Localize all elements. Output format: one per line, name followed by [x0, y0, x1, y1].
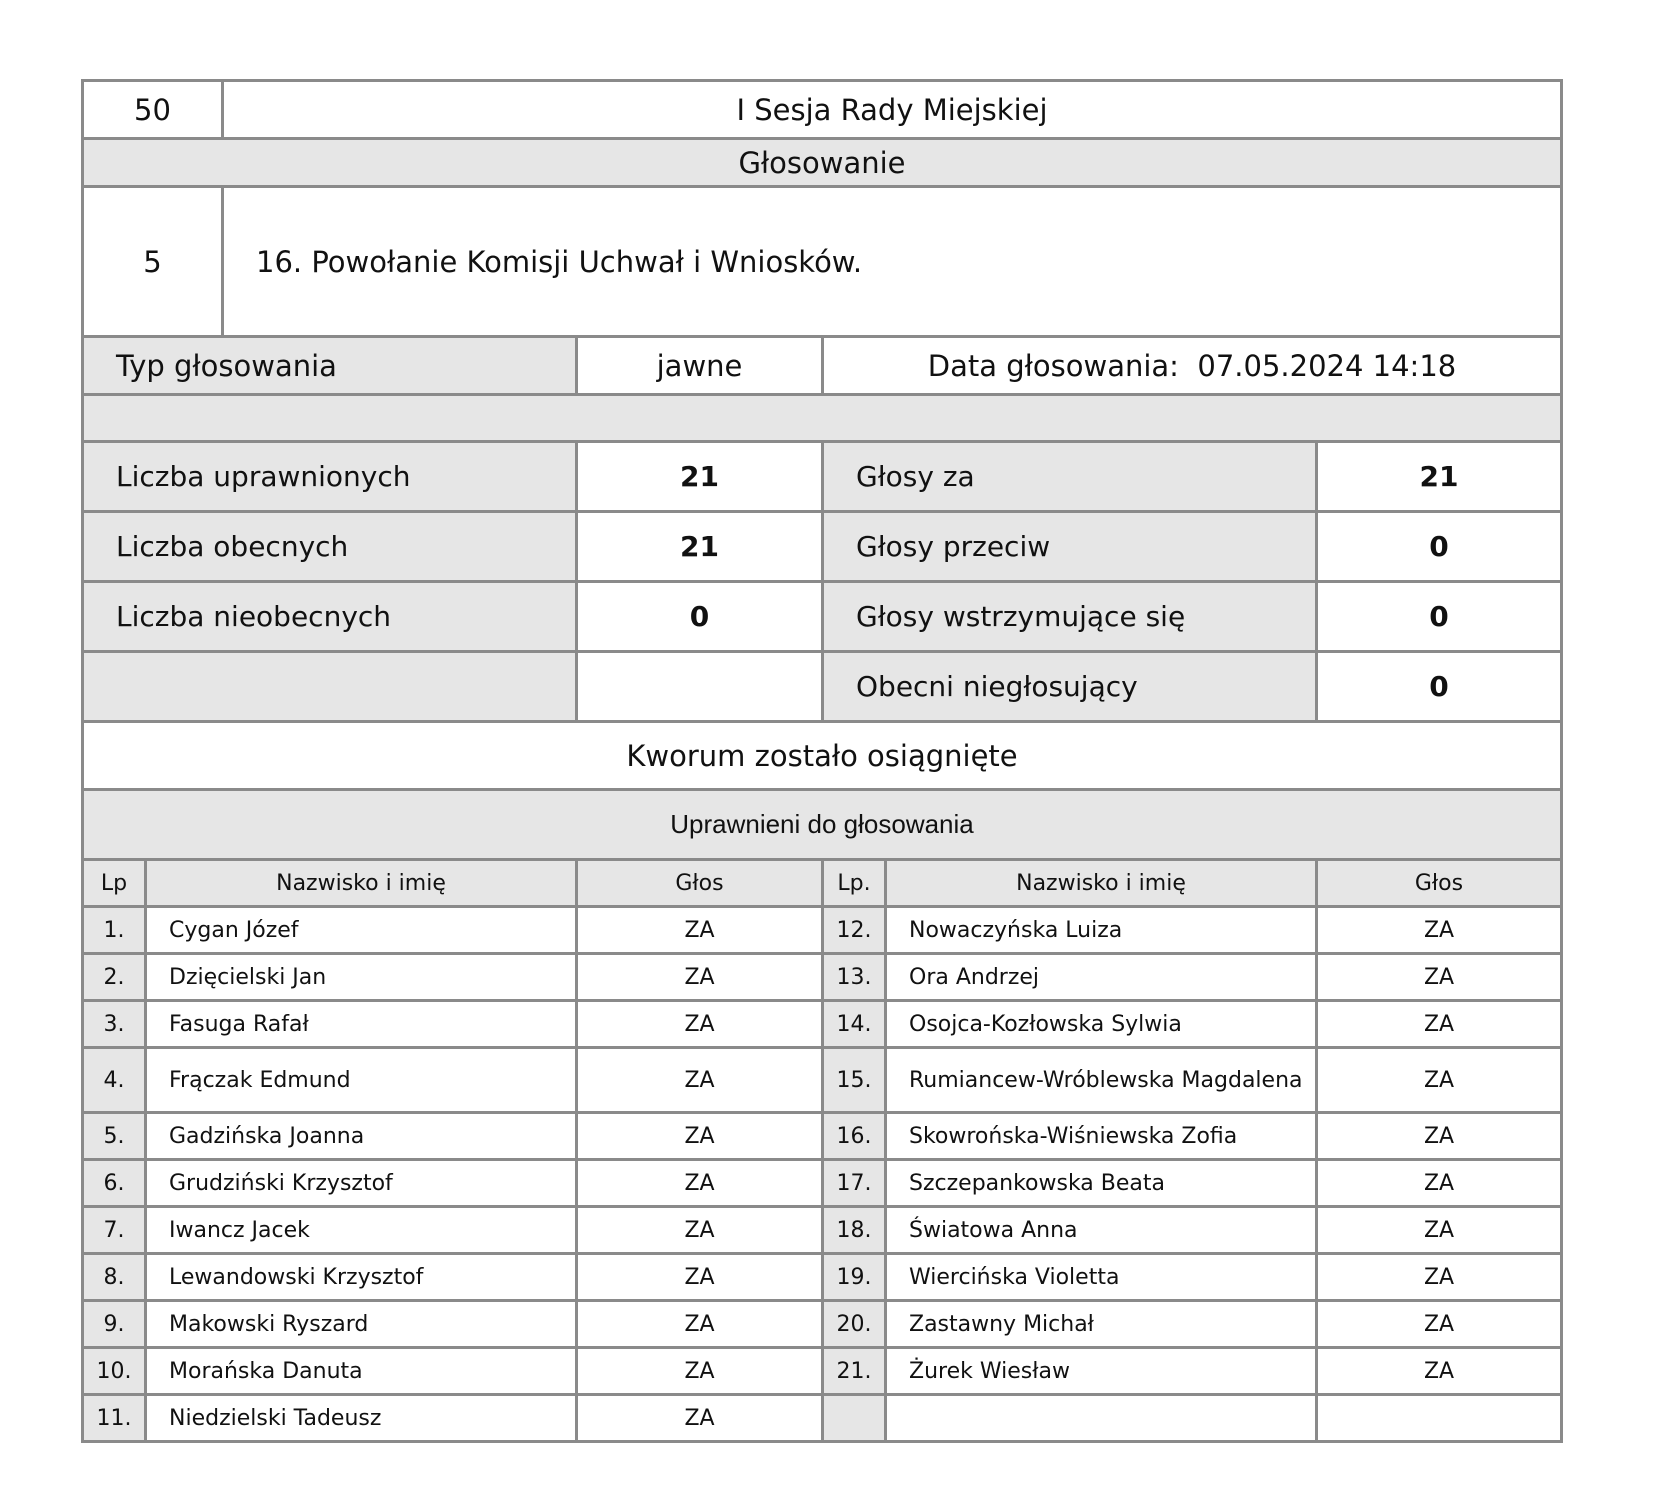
table-row	[83, 1207, 1562, 1254]
nonvoting-label: Obecni niegłosujący	[823, 652, 1317, 722]
voter-vote: ZA	[1317, 1301, 1562, 1348]
vote-type-label: Typ głosowania	[83, 337, 577, 395]
voter-name: Gadzińska Joanna	[146, 1113, 577, 1160]
voter-vote: ZA	[1317, 954, 1562, 1001]
voter-vote: ZA	[1317, 1160, 1562, 1207]
voter-lp: 6.	[83, 1160, 146, 1207]
voter-name: Szczepankowska Beata	[886, 1160, 1317, 1207]
voter-lp: 8.	[83, 1254, 146, 1301]
vote-date-label: Data głosowania:	[927, 348, 1179, 383]
voter-lp: 2.	[83, 954, 146, 1001]
votes-abstain-label: Głosy wstrzymujące się	[823, 582, 1317, 652]
quorum-status: Kworum zostało osiągnięte	[83, 722, 1562, 790]
voter-vote: ZA	[577, 1001, 823, 1048]
voter-lp: 12.	[823, 907, 886, 954]
nonvoting-value: 0	[1317, 652, 1562, 722]
absent-value: 0	[577, 582, 823, 652]
voting-report	[81, 79, 1563, 1443]
voter-vote	[1317, 1395, 1562, 1442]
table-row	[83, 1113, 1562, 1160]
voter-lp: 7.	[83, 1207, 146, 1254]
voter-lp: 21.	[823, 1348, 886, 1395]
col-name-right: Nazwisko i imię	[886, 860, 1317, 907]
votes-for-label: Głosy za	[823, 442, 1317, 512]
voter-vote: ZA	[577, 1113, 823, 1160]
voter-name: Cygan Józef	[146, 907, 577, 954]
table-row	[83, 1254, 1562, 1301]
voter-lp: 19.	[823, 1254, 886, 1301]
col-name-left: Nazwisko i imię	[146, 860, 577, 907]
voter-vote: ZA	[577, 1048, 823, 1113]
voter-rows	[83, 907, 1562, 1442]
votes-abstain-value: 0	[1317, 582, 1562, 652]
voter-vote: ZA	[1317, 1001, 1562, 1048]
spacer-row	[83, 395, 1562, 442]
present-label: Liczba obecnych	[83, 512, 577, 582]
voter-vote: ZA	[1317, 1113, 1562, 1160]
voter-lp: 9.	[83, 1301, 146, 1348]
voter-name	[886, 1395, 1317, 1442]
header-table	[81, 79, 1563, 338]
voter-lp: 10.	[83, 1348, 146, 1395]
present-value: 21	[577, 512, 823, 582]
voter-name: Niedzielski Tadeusz	[146, 1395, 577, 1442]
voter-name: Dzięcielski Jan	[146, 954, 577, 1001]
voters-title: Uprawnieni do głosowania	[83, 790, 1562, 860]
table-row	[83, 907, 1562, 954]
voter-vote: ZA	[1317, 1348, 1562, 1395]
voter-vote: ZA	[577, 1254, 823, 1301]
voter-lp: 11.	[83, 1395, 146, 1442]
voter-name: Żurek Wiesław	[886, 1348, 1317, 1395]
session-number: 50	[83, 81, 223, 139]
session-title: I Sesja Rady Miejskiej	[223, 81, 1562, 139]
voter-lp: 13.	[823, 954, 886, 1001]
voter-name: Lewandowski Krzysztof	[146, 1254, 577, 1301]
entitled-label: Liczba uprawnionych	[83, 442, 577, 512]
voter-name: Grudziński Krzysztof	[146, 1160, 577, 1207]
voter-vote: ZA	[577, 907, 823, 954]
voter-lp: 4.	[83, 1048, 146, 1113]
voters-table	[81, 858, 1563, 1443]
voter-lp: 5.	[83, 1113, 146, 1160]
voter-name: Ora Andrzej	[886, 954, 1317, 1001]
voter-lp	[823, 1395, 886, 1442]
voter-vote: ZA	[577, 1207, 823, 1254]
voter-lp: 17.	[823, 1160, 886, 1207]
voter-name: Skowrońska-Wiśniewska Zofia	[886, 1113, 1317, 1160]
voter-name: Morańska Danuta	[146, 1348, 577, 1395]
voter-vote: ZA	[577, 1301, 823, 1348]
voter-name: Fasuga Rafał	[146, 1001, 577, 1048]
voter-lp: 15.	[823, 1048, 886, 1113]
section-title: Głosowanie	[83, 139, 1562, 187]
voter-lp: 20.	[823, 1301, 886, 1348]
absent-label: Liczba nieobecnych	[83, 582, 577, 652]
voter-lp: 3.	[83, 1001, 146, 1048]
col-vote-left: Głos	[577, 860, 823, 907]
voter-vote: ZA	[577, 1395, 823, 1442]
empty-label-cell	[83, 652, 577, 722]
voter-vote: ZA	[577, 1160, 823, 1207]
voters-header-row	[83, 860, 1562, 907]
vote-date	[823, 337, 1562, 395]
voter-vote: ZA	[577, 954, 823, 1001]
voter-name: Wiercińska Violetta	[886, 1254, 1317, 1301]
votes-for-value: 21	[1317, 442, 1562, 512]
empty-value-cell	[577, 652, 823, 722]
voter-name: Frączak Edmund	[146, 1048, 577, 1113]
votes-against-label: Głosy przeciw	[823, 512, 1317, 582]
voter-name: Nowaczyńska Luiza	[886, 907, 1317, 954]
voter-name: Światowa Anna	[886, 1207, 1317, 1254]
voter-name: Iwancz Jacek	[146, 1207, 577, 1254]
voter-vote: ZA	[1317, 1254, 1562, 1301]
table-row	[83, 1001, 1562, 1048]
vote-type-value: jawne	[577, 337, 823, 395]
voter-vote: ZA	[1317, 1048, 1562, 1113]
voter-vote: ZA	[1317, 1207, 1562, 1254]
table-row	[83, 1301, 1562, 1348]
voter-vote: ZA	[577, 1348, 823, 1395]
col-vote-right: Głos	[1317, 860, 1562, 907]
entitled-value: 21	[577, 442, 823, 512]
col-lp-right: Lp.	[823, 860, 886, 907]
stats-table	[81, 335, 1563, 861]
table-row	[83, 1048, 1562, 1113]
voter-vote: ZA	[1317, 907, 1562, 954]
table-row	[83, 1160, 1562, 1207]
voter-lp: 1.	[83, 907, 146, 954]
voter-lp: 16.	[823, 1113, 886, 1160]
table-row	[83, 1348, 1562, 1395]
table-row	[83, 954, 1562, 1001]
voter-name: Rumiancew-Wróblewska Magdalena	[886, 1048, 1317, 1113]
item-title: 16. Powołanie Komisji Uchwał i Wniosków.	[223, 187, 1562, 337]
voter-name: Makowski Ryszard	[146, 1301, 577, 1348]
voter-lp: 18.	[823, 1207, 886, 1254]
votes-against-value: 0	[1317, 512, 1562, 582]
vote-date-value: 07.05.2024 14:18	[1197, 348, 1457, 383]
voter-lp: 14.	[823, 1001, 886, 1048]
item-number: 5	[83, 187, 223, 337]
col-lp-left: Lp	[83, 860, 146, 907]
table-row	[83, 1395, 1562, 1442]
voter-name: Zastawny Michał	[886, 1301, 1317, 1348]
voter-name: Osojca-Kozłowska Sylwia	[886, 1001, 1317, 1048]
